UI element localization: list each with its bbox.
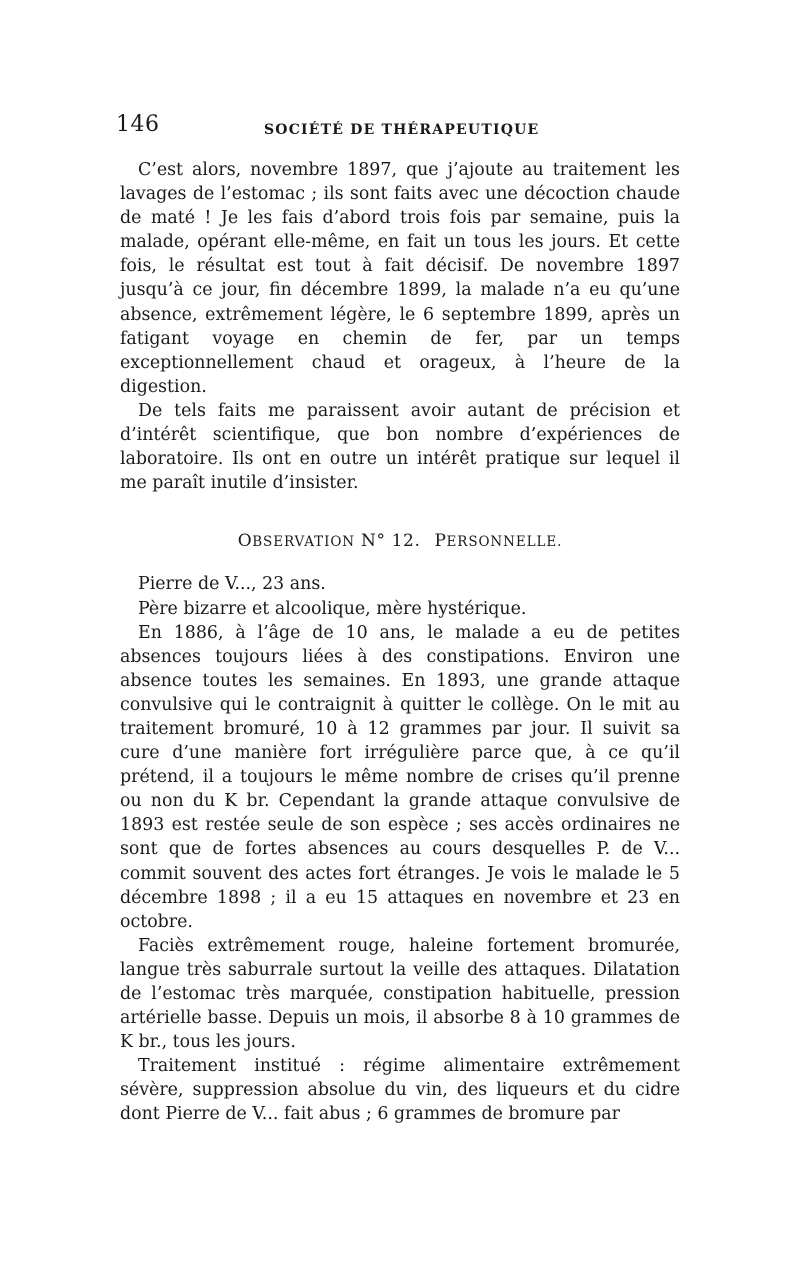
paragraph-heredity: Père bizarre et alcoolique, mère hystérique.	[138, 598, 527, 619]
section-word1-rest: BSERVATION	[252, 534, 356, 551]
paragraph-conclusion: De tels faits me paraissent avoir autant de précision et d’intérêt scientifique, que bon nombre d’expériences de laboratoire. Ils ont en outre un intérêt pratique sur lequel il me paraît inutile d’insister.	[120, 400, 680, 494]
running-title: SOCIÉTÉ DE THÉRAPEUTIQUE	[264, 122, 540, 138]
paragraph-symptoms: Faciès extrêmement rouge, haleine fortement bromurée, langue très saburrale surtout la veille des attaques. Dilatation de l’estomac très marquée, constipation habituelle, pression artérielle basse. Depuis un mois, il absorbe 8 à 10 grammes de K br., tous les jours.	[120, 935, 680, 1053]
body-text	[120, 158, 680, 1127]
section-word1-initial: O	[237, 531, 253, 552]
section-word2-rest: ERSONNELLE.	[446, 534, 563, 551]
paragraph-treatment: Traitement institué : régime alimentaire extrêmement sévère, suppression absolue du vin, des liqueurs et du cidre dont Pierre de V... fait abus ; 6 grammes de bromure par	[120, 1056, 680, 1125]
paragraph-lavages: C’est alors, novembre 1897, que j’ajoute au traitement les lavages de l’estomac ; ils sont faits avec une décoction chaude de maté ! Je les fais d’abord trois fois par semaine, puis la malade, opérant elle-même, en fait un tous les jours. Et cette fois, le résultat est tout à fait décisif. De novembre 1897 jusqu’à ce jour, fin décembre 1899, la malade n’a eu qu’une absence, extrêmement légère, le 6 septembre 1899, après un fatigant voyage en chemin de fer, par un temps exceptionnellement chaud et orageux, à l’heure de la digestion.	[120, 160, 680, 397]
paragraph-history: En 1886, à l’âge de 10 ans, le malade a eu de petites absences toujours liées à des constipations. Environ une absence toutes les semaines. En 1893, une grande attaque convulsive qui le contraignit à quitter le collège. On le mit au traitement bromuré, 10 à 12 grammes par jour. Il suivit sa cure d’une manière fort irrégulière parce que, à ce qu’il prétend, il a toujours le même nombre de crises qu’il prenne ou non du K br. Cependant la grande attaque convulsive de 1893 est restée seule de son espèce ; ses accès ordinaires ne sont que de fortes absences au cours desquelles P. de V... commit souvent des actes fort étranges. Je vois le malade le 5 décembre 1898 ; il a eu 15 attaques en novembre et 23 en octobre.	[120, 622, 680, 932]
section-word2-initial: P	[434, 531, 447, 552]
paragraph-patient: Pierre de V..., 23 ans.	[138, 574, 326, 595]
page-number: 146	[116, 112, 160, 137]
section-number: N° 12.	[361, 531, 421, 552]
section-title	[120, 529, 680, 554]
running-head	[116, 112, 682, 142]
